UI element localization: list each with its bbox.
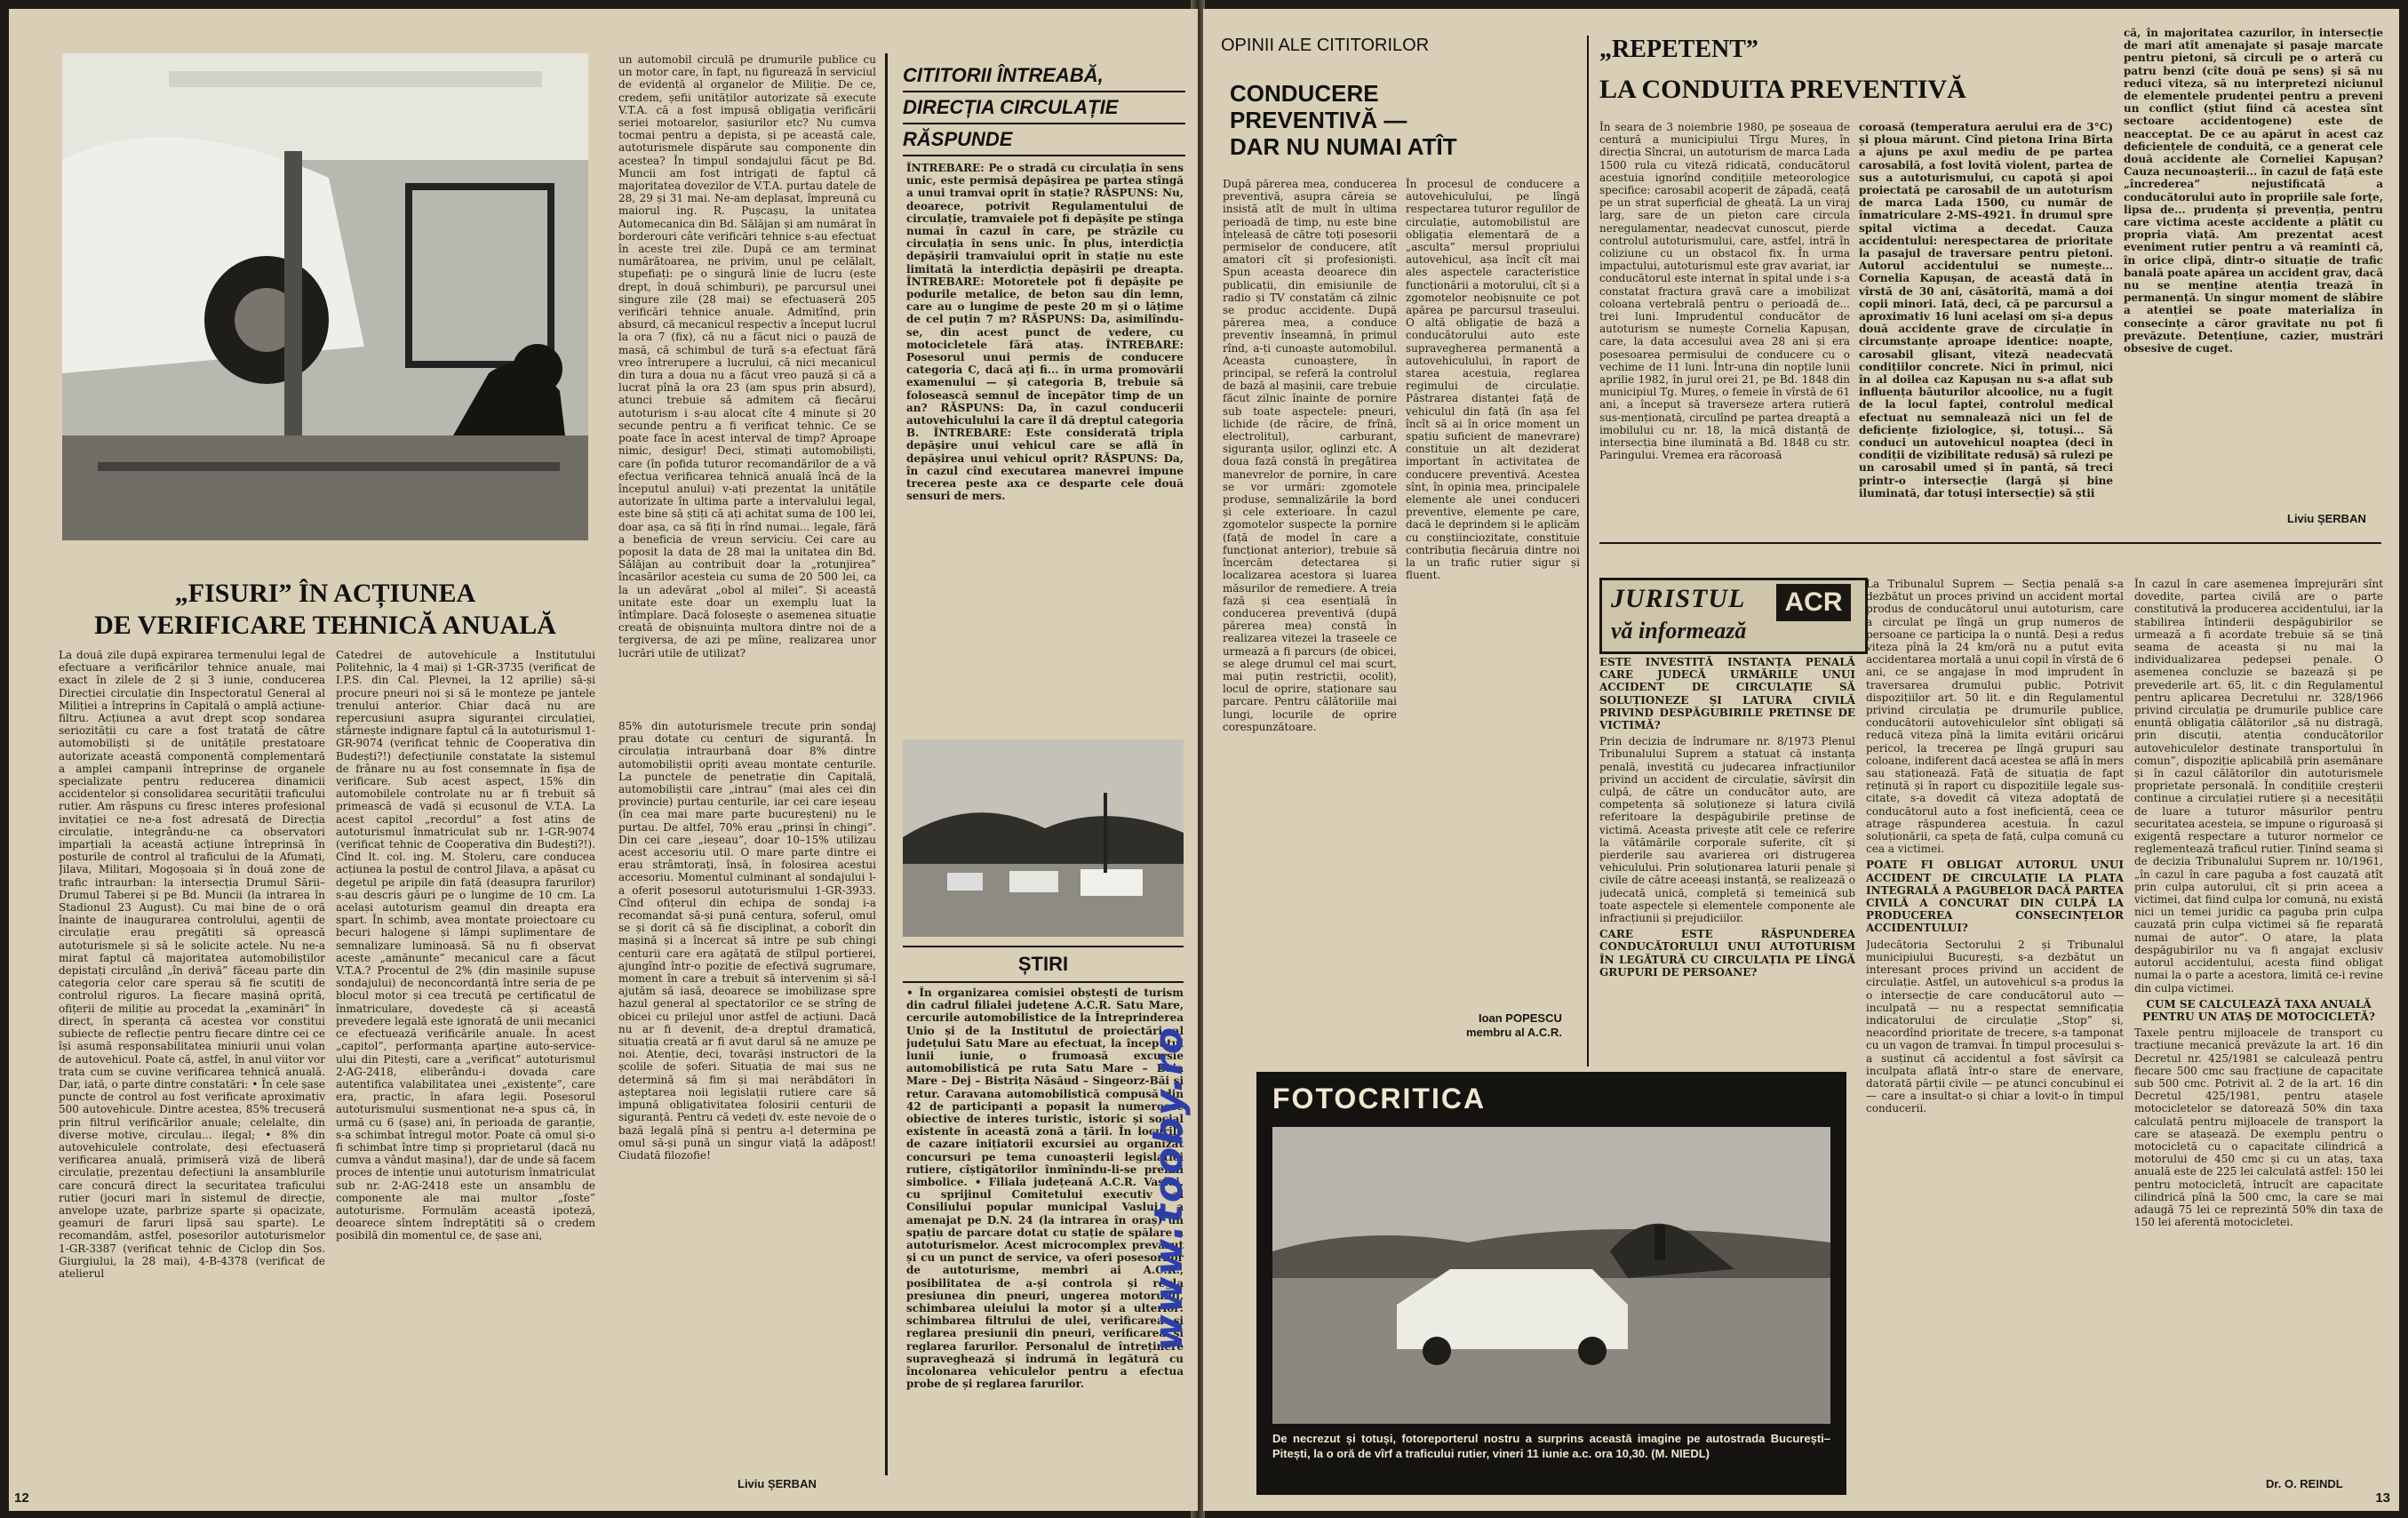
- cititorii-body: ÎNTREBARE: Pe o stradă cu circulația în sens unic, este permisă depășirea pe partea stîngă a unui tramvai oprit în stație? RĂSPUNS: Nu, deoarece, potrivit Regulamentului de circulație, tramvaiele pot fi depășite pe stînga numai în cazul în care, pe străzile cu circulația în sens unic. În plus, interdicția depășirii tramvaiului oprit în stație nu este limitată la interdicția depășirii pe dreapta. ÎNTREBARE: Motoretele pot fi depășite pe podurile metalice, de beton sau din lemn, care au o lungime de peste 20 m și o lățime de cel puțin 7 m? RĂSPUNS: Da, asimilîndu-se, din acest punct de vedere, cu motocicletele fără ataș. ÎNTREBARE: Posesorul unui permis de conducere categoria C, dacă ați fi... în urma promovării examenului — și categoria B, trebuie să folosească semnul de începător timp de un an? RĂSPUNS: Da, în cazul conducerii autovehiculului la care îl dă dreptul categoria B. ÎNTREBARE: Este considerată tripla depășire unui vehicul care se află în depășirea unui vehicul oprit? RĂSPUNS: Da, în cazul cînd executarea manevrei impune trecerea peste axa ce desparte cele două sensuri de mers.: [906, 162, 1184, 503]
- repetent-bottom-rule: [1599, 542, 2381, 544]
- fisuri-column-3: un automobil circulă pe drumurile publice cu un motor care, în fapt, nu figurează în serviciul de evidență al organelor de Miliție. De ce, credem, șefii unităților autorizate să execute V.T.A. că a fost impusă obligația verificării seriei motoarelor, șasiurilor etc? Nu cumva tocmai pentru a depista, și pe această cale, autoturismele dispărute sau componente din acestea? În timpul sondajului făcut pe Bd. Muncii am fost intrigați de faptul că majoritatea dovezilor de V.T.A. purtau datele de 28, 29 și 31 mai. Ne-am deplasat, împreună cu maiorul ing. R. Pușcașu, la unitatea Automecanica din Bd. Sălăjan și am numărat în borderouri câte verificări tehnice s-au efectuat în aceste trei zile. După ce am terminat numărătoarea, ne privim, unul pe celălalt, stupefiați: pe o singură linie de lucru (este drept, în două schimburi), pe parcursul unei singure zile (28 mai) se efectuaseră 205 verificări tehnice anuale. Admițînd, prin absurd, că mecanicul respectiv a început lucrul la ora 7 (fix), că nu a făcut nici o pauză de masă, că schimbul de tură s-a efectuat fără vreo întrerupere a lucrului, că nici mecanicul din tura a doua nu a făcut vreo pauză și că a lucrat pînă la ora 23 (am spus prin absurd), atunci trebuie să admitem că fiecărui autoturism i s-au alocat cîte 4 minute și 20 secunde pentru a fi verificat tehnic. Ce se poate face în acest interval de timp? Aproape nimic, desigur! Deci, stimați automobiliști, care (în pofida tuturor recomandărilor de a vă efectua verificarea tehnică anuală încă de la începutul anului) v-ați prezentat la unitățile autorizate în ultima parte a intervalului legal, este bine să știți că ați achitat suma de 100 lei, doar așa, ca să fiți în rînd numai... legale, fără a beneficia de vreun serviciu. Cei care au poposit la data de 28 mai la unitatea din Bd. Sălăjan au contribuit doar la „rotunjirea” încasărilor acesteia cu suma de 20 500 lei, ca la un adevărat „obol al milei”. Și această unitate este doar un exemplu luat la întîmplare. Dacă folosește o asemenea situație creată de obișnuința multora dintre noi de a tergiversa, de azi pe mîine, realizarea unor lucrări utile de utilizat?: [618, 53, 876, 659]
- street-photo-graphic: [903, 739, 1184, 937]
- opinii-title-line2: PREVENTIVĂ —: [1230, 107, 1407, 133]
- repetent-column-3: că, în majoritatea cazurilor, în intersecție de mari atît amenajate și pasaje marcate pentru pietoni, să circuli pe o arteră cu patru benzi (cîte două pe sens) și să nu reduci viteza, să nu interpretezi niciunul de elementele prudenței pentru a preveni un conflict (știut fiind că acestea sînt sectoare accidentogene) este de neacceptat. De ce au apărut în acest caz deficiențele de conduită, ce a generat cele două accidente ale Corneliei Kapușan? Cauza necunoașterii... în cazul de față este „încrederea” nejustificată a conducătorului auto în propriile sale forțe, lipsa de... prudența și prevenția, pentru care victima aceste accidente a plătit cu propria viață. Am prezentat acest eveniment rutier pentru a vă reaminti că, în orice clipă, dintr-o situație de trafic banală poate apărea un accident grav, dacă nu se menține atenția trează în permanență. Un singur moment de slăbire a atenției se poate materializa în consecințe a căror gravitate nu pot fi prevăzute. Detențiune, cazier, mustrări obsesive de cuget.: [2124, 27, 2383, 356]
- juristul-answer-2: La Tribunalul Suprem — Secția penală s-a dezbătut un proces privind un accident mortal produs de conducătorul unui autoturism, care a circulat pe lîngă un grup numeros de persoane ce participa la o nuntă. Deși a redus viteza pînă la 24 km/oră nu a putut evita accidentarea mortală a unui copil în vîrstă de 6 ani, ce se angajase în mod imprudent în traversarea drumului public. Potrivit dispozițiilor art. 50 lit. e din Regulamentul privind circulația pe drumurile publice, conducătorii autovehiculelor sînt obligați să reducă viteza pînă la limita evitării oricărui pericol, la trecerea pe lîngă grupuri sau coloane, indiferent dacă acestea se află în mers sau staționează. Față de situația de fapt reținută și în raport cu dispozițiile legale sus-citate, s-a dovedit că viteza adoptată de conducătorul auto a fost ineficientă, ceea ce atrage răspunderea acestuia. În cazul soluționării, ca speța de față, culpa comună cu cea a victimei.: [1866, 578, 2124, 856]
- juristul-column-1: [1599, 656, 1855, 1065]
- inspection-photo: [62, 53, 588, 540]
- fisuri-title-line2: DE VERIFICARE TEHNICĂ ANUALĂ: [94, 611, 556, 640]
- cititorii-header-line2: DIRECȚIA CIRCULAȚIE: [903, 92, 1185, 124]
- repetent-column-2: coroasă (temperatura aerului era de 3°C) și ploua mărunt. Cînd pietona Irina Bîrta a ajuns pe axul mediu de pe partea carosabilă, a fost lovită violent, partea de sus a autoturismului, cu capotă și apoi proiectată pe carosabil de un autoturism de marca Lada 1500, cu număr de înmatriculare 2-MS-4921. În drumul spre spital victima a decedat. Cauza accidentului: nerespectarea de prioritate la pasajul de traversare pentru pietoni. Autorul accidentului se numește... Cornelia Kapușan, de această dată în vîrstă de 30 ani, căsătorită, mamă a doi copii minori. Iată, deci, că pe parcursul a aproximativ 16 luni același om și-a depus două accidente grave de circulație în circumstanțe aproape identice: noapte, carosabil glisant, viteză neadecvată condițiilor concrete. Nici în primul, nici în al doilea caz Kapușan nu s-a aflat sub influența băuturilor alcoolice, nu a fugit de la locul faptei, controlul medical efectuat nu semnalează nici un fel de deficiențe fiziologice, și, totuși... Să conduci un autovehicul noaptea (deci în condiții de vizibilitate redusă) să rulezi pe un carosabil umed și în pantă, să treci printr-o intersecție (largă și bine iluminată, dar totuși intersecție) să știi: [1859, 121, 2113, 499]
- repetent-title: LA CONDUITA PREVENTIVĂ: [1599, 75, 1966, 104]
- juristul-header-line1: JURISTUL: [1611, 584, 1746, 613]
- opinii-signature-role: membru al A.C.R.: [1466, 1026, 1562, 1039]
- column-divider: [885, 53, 888, 1475]
- fotocritica-photo: [1272, 1127, 1830, 1424]
- fisuri-column-1: La două zile după expirarea termenului legal de efectuare a verificărilor tehnice anuale, mai exact în zilele de 2 și 3 iunie, conducerea Direcției circulație din Inspectoratul General al Miliției a întreprins în Capitală o amplă acțiune-filtru. Acțiunea a avut drept scop sondarea seriozității cu care a fost tratată de către automobiliști și de unitățile prestatoare autorizate această componentă complementară a amplei campanii întreprinse de organele specializate pentru reducerea dinamicii accidentelor și consolidarea securității traficului rutier. Am răspuns cu firesc interes profesional invitației ce ne-a fost adresată de Direcția circulație, integrându-ne ca observatori imparțiali la această acțiune întreprinsă în posturile de control al traficului de la Afumați, Jilava, Militari, Mogoșoaia și în două zone de trafic intraurban: la intersecția Drumul Sării–Drumul Taberei și pe Bd. Muncii (la intrarea în Stadionul 23 August). Cu mai bine de o oră înainte de inaugurarea controlului, agenții de circulație erau pregătiți să oprească autoturismele și să le solicite actele. Nu ne-a mirat faptul că majoritatea automobiliștilor depistați circulând „în derivă” făceau parte din categoria celor care sperau să fie scutiți de controlul riguros. La fiecare mașină oprită, ofițerii de miliție au procedat la „examinări” în direct, în speranța că acestea vor constitui subiecte de reflecție pentru fiecare dintre cei ce își asumă responsabilitatea miniurii unui volan de autovehicul. Poate că, astfel, în anul viitor vor trata cum se cuvine verificarea tehnică anuală. Dar, iată, o parte dintre constatări: • În cele șase puncte de control au fost verificate aproximativ 500 autovehicule. Dintre acestea, 85% trecuseră prin filtrul verificărilor anuale; celelalte, din diverse motive, circulau... ilegal; • 8% din autovehiculele controlate, deși efectuaseră verificarea anuală, primiseră viză de liberă circulație, prezentau defecțiuni la ansamblurile care concură direct la securitatea traficului rutier (jocuri mari în sistemul de direcție, anvelope uzate, parbrize sparte și opacizate, geamuri de faruri lipsă sau sparte). Le recomandăm, astfel, posesorilor autoturismelor 1-GR-3387 (verificat tehnic de Ciclop din Șos. Giurgiului, la 28 mai), 4-B-4378 (verificat de atelierul: [59, 649, 325, 1280]
- watermark: www.tooby.ro: [1146, 1025, 1192, 1351]
- fotocritica-caption: De necrezut și totuși, fotoreporterul nostru a surprins această imagine pe autostrada București–Pitești, la o oră de vîrf a traficului rutier, vineri 11 iunie a.c. ora 10,30. (M. NIEDL): [1272, 1432, 1830, 1460]
- juristul-answer-4: Taxele pentru mijloacele de transport cu tracțiune mecanică prevăzute la art. 16 din Decretul nr. 425/1981 se calculează pentru fiecare 500 cmc sau fracțiune de capacitate sub 500 cmc. Potrivit al. 2 de la art. 16 din Decretul 425/1981, pentru atașele motocicletelor se datorează 50% din taxa calculată pentru mijloacele de transport la care se atașează. De exemplu pentru o motocicletă cu o capacitate cilindrică a motorului de 450 cmc și cu un ataș, taxa anuală este de 225 lei calculată astfel: 150 lei pentru motocicletă, întrucît are capacitate cilindrică pînă la 500 cmc, la care se mai adaugă 75 lei ce reprezintă 50% din taxa de 150 lei aferentă motocicletei.: [2134, 1027, 2383, 1229]
- juristul-column-3: [2134, 578, 2383, 1466]
- juristul-signature: Dr. O. REINDL: [2266, 1477, 2343, 1490]
- stiri-title: ȘTIRI: [903, 946, 1184, 983]
- fisuri-column-2: Catedrei de autovehicule a Institutului Politehnic, la 4 mai) și 1-GR-3735 (verificat de I.P.S. din Cal. Plevnei, la 12 aprilie) să-și procure pneuri noi și să le monteze pe jantele trenului anterior. Chiar dacă nu are repercusiuni asupra siguranței circulației, stârnește indignare faptul că la autoturismul 1-GR-9074 (verificat tehnic de Cooperativa din Budești?!) defecțiunile constatate la sistemul de frânare nu au fost consemnate în fișa de verificare. Sub acest aspect, 15% din automobilele controlate nu ar fi trebuit să primească de vadă și ecusonul de V.T.A. La acest capitol „recordul” a fost atins de autoturismul înmatriculat sub nr. 1-GR-9074 (verificat tehnic de Cooperativa din Budești?!). Cînd lt. col. ing. M. Stoleru, care conducea acțiunea la postul de control Jilava, a apăsat cu degetul pe aripile din față (deasupra farurilor) s-au descris găuri pe o lungime de 10 cm. La același autoturism geamul din dreapta era spart. În schimb, avea montate proiectoare cu becuri halogene și lămpi suplimentare de semnalizare luminoasă. Să nu fi observat aceste „amănunte” mecanicul care a făcut V.T.A.? Procentul de 2% (din mașinile supuse sondajului) de neconcordanță între seria de pe blocul motor și cea trecută pe certificatul de înmatriculare, dovedește că și această prevedere legală este ignorată de unii mecanici ce efectuează verificările anuale. În acest „capitol”, performanța aparține auto-service-ului din Pitești, care a „verificat” autoturismul 2-AG-2418, eliberându-i dovada care autentifica valabilitatea unei „existențe”, care era, practic, în afara legii. Posesorul autoturismului susmenționat ne-a spus că, în urmă cu 6 (șase) ani, în perioada de garanție, s-a schimbat întregul motor. Poate că omul și-o fi schimbat între timp și proprietarul (dacă nu cumva a vândut mașina!), dar de unde să facem proces de intenție unui autoturism înmatriculat sub nr. 2-AG-2418 este un ansamblu de componente ale mai multor „foste” autoturisme. Formulăm această ipoteză, deoarece sîntem îndreptățiți să o credem posibilă din momentul ce, de șase ani,: [336, 649, 595, 1242]
- left-page-number: 12: [14, 1490, 29, 1506]
- juristul-question-1: ESTE INVESTITĂ INSTANȚA PENALĂ CARE JUDECĂ URMĂRILE UNUI ACCIDENT DE CIRCULAȚIE SĂ SOLUȚIONEZE ȘI LATURA CIVILĂ PRIVIND DESPĂGUBIRILE PRETINSE DE VICTIMĂ?: [1599, 656, 1855, 732]
- juristul-acr-badge: ACR: [1776, 584, 1851, 621]
- opinii-signature: [1466, 1011, 1562, 1040]
- left-page: [9, 9, 1200, 1511]
- repetent-signature: Liviu ȘERBAN: [2287, 512, 2366, 525]
- opinii-title-line1: CONDUCERE: [1230, 80, 1379, 107]
- cititorii-header-line1: CITITORII ÎNTREABĂ,: [903, 60, 1185, 92]
- right-page: [1203, 9, 2399, 1511]
- inspection-photo-graphic: [62, 53, 588, 540]
- juristul-header: [1599, 578, 1868, 654]
- fotocritica-panel: [1256, 1072, 1846, 1495]
- opinii-divider: [1587, 36, 1589, 1067]
- fotocritica-photo-graphic: [1272, 1127, 1830, 1424]
- juristul-header-line2: vă informează: [1611, 618, 1747, 643]
- opinii-column-2: În procesul de conducere a autovehiculului, pe lîngă respectarea tuturor regulilor de circulație, automobilistul are obligația elementară de a „asculta” mersul propriului autovehicul, așa încît cît mai ales aspectele caracteristice funcționării a motorului, cît și a zgomotelor neobișnuite ce pot apărea pe parcursul traseului. O altă obligație de bază a conducătorului auto este supravegherea permanentă a autovehiculului, în raport de starea acestuia, reglarea regimului de circulație. Păstrarea distanței față de vehiculul din față (în așa fel încît să ai în orice moment un spațiu suficient de manevrare) constituie un alt deziderat important în activitatea de conducere preventivă. Acestea sînt, în opinia mea, principalele elemente ale unei conduceri preventive, elemente pe care, dacă le deprindem și le aplicăm cu conștiinciozitate, constituie contribuția fiecăruia dintre noi la un trafic rutier sigur și fluent.: [1406, 178, 1580, 582]
- opinii-title-line3: DAR NU NUMAI ATÎT: [1230, 133, 1457, 160]
- juristul-question-2: CARE ESTE RĂSPUNDEREA CONDUCĂTORULUI UNUI AUTOTURISM ÎN LEGĂTURĂ CU CIRCULAȚIA PE LÎNGĂ GRUPURI DE PERSOANE?: [1599, 928, 1855, 979]
- repetent-kicker: „REPETENT”: [1599, 36, 1758, 63]
- fisuri-column-4: 85% din autoturismele trecute prin sondaj prau dotate cu centuri de siguranță. În circulația intraurbană doar 8% dintre automobiliștii opriți aveau montate centurile. La punctele de penetrație din Capitală, automobiliștii care „intrau” (mai ales cei din provincie) purtau centurile, iar cei care ieșeau (în cea mai mare parte bucureșteni) nu le purtau. De altfel, 70% erau „prinși în chingi”. Din cei care „ieșeau”, doar 10–15% utilizau acest accesoriu util. O mare parte dintre ei erau strâmtorați, însă, în folosirea acestui accesoriu. Momentul culminant al sondajului l-a oferit posesorul autoturismului 1-GR-3933. Cînd ofițerul din echipa de sondaj i-a recomandat să-și pună centura, soferul, omul se și dorit că să fie disciplinat, a coborît din mașină și a încercat să intre pe sub chingi centurii care era agățată de stîlpul portierei, ajungînd într-o poziție de efectivă sugrumare, moment în care a trebuit să intervenim și să-l ajutăm să iasă, deoarece se imobilizase spre hazul general al spectatorilor ce se strîng de obicei cu prilejul unor astfel de acțiuni. Dacă nu ar fi devenit, de-a dreptul dramatică, situația creată ar fi avut darul să ne amuze pe noi. Atenție, deci, tovarăși instructori de la școlile de șoferi. Situația de mai sus ne determină să fim și mai nerăbdători în așteptarea noii legislații rutiere care să impună obligativitatea folosirii centurii de siguranță. Pentru că vedeți dv. este nevoie de o bază legală pînă și pentru a-l determina pe omul să-și pună un singur viață la adăpost! Ciudată filozofie!: [618, 720, 876, 1162]
- fisuri-title: [62, 578, 588, 642]
- repetent-column-1: În seara de 3 noiembrie 1980, pe șoseaua de centură a municipiului Tîrgu Mureș, în direcția Sîncrai, un autoturism de marca Lada 1500 rula cu viteză ridicată, conducătorul acestuia ignorînd condițiile meteorologice specifice: carosabil acoperit de zăpadă, ceață pe un strat superficial de gheață. La un viraj larg, sare de un pieton care circula neregulamentar, neadecvat cunoscut, pierde controlul autoturismului, care, astfel, intră în coliziune cu un obstacol fix. În urma impactului, autoturismul este grav avariat, iar conducătorul este internat în spital unde i s-a constatat fractura gravă care a imobilizat coloana vertebrală pentru o perioadă de... trei luni. Imprudentul conducător de autoturism se numește Cornelia Kapușan, care, la data accesului avea 28 ani și era posesoarea permisului de conducere cu o vechime de 11 luni. Într-una din nopțile lunii aprilie 1982, în jurul orei 21, pe Bd. 1848 din municipiul Tg. Mureș, o femeie în vîrstă de 61 ani, a început să traverseze artera rutieră sus-menționată, circulînd pe partea dreaptă a imobilului cu nr. 18, la mică distanță de intersecția bine iluminată a Bd. 1848 cu str. Paringului. Vremea era răcoroasă: [1599, 121, 1850, 462]
- opinii-title: [1230, 80, 1514, 160]
- fisuri-title-line1: „FISURI” ÎN ACȚIUNEA: [174, 579, 476, 608]
- opinii-signature-name: Ioan POPESCU: [1478, 1011, 1562, 1025]
- stiri-body: • În organizarea comisiei obștești de turism din cadrul filialei județene A.C.R. Satu Mare, cercurile automobilistice de la Întreprinderea Unio și de la Institutul de proiectări al județului Satu Mare au efectuat, la începutul lunii iunie, o frumoasă excursie automobilistică pe ruta Satu Mare – Baia Mare – Dej – Bistrița Năsăud – Singeorz-Băi și retur. Caravana automobilistică compusă din 42 de participanți a popasit la numeroase obiective de interes turistic, istoric și social existente în această zonă a țării. În locurile de cazare inițiatorii excursiei au organizat concursuri pe tema cunoașterii legislației rutiere, cîștigătorilor înmînîndu-li-se premii simbolice. • Filiala județeană A.C.R. Vaslui, cu sprijinul Comitetului executiv al Consiliului popular municipal Vaslui, a amenajat pe D.N. 24 (la intrarea în oraș) un spațiu de parcare dotat cu stație de spălare a autoturismelor. Acest microcomplex prevăzut și cu un punct de service, va oferi posesorilor de autoturisme, membri ai A.C.R., posibilitatea de a-și controla și regla presiunea din pneuri, ungerea motorului, schimbarea uleiului la motor și a ulterior: schimbarea filtrului de ulei, verificarea și reglarea presiunii din pneuri, verificarea și reglarea farurilor. Personalul de întreținere supraveghează și îndrumă în legătură cu încolonarea vehiculelor pentru a efectua probe de și reglarea farurilor.: [906, 987, 1184, 1391]
- street-photo: [903, 739, 1184, 937]
- juristul-question-4: CUM SE CALCULEAZĂ TAXA ANUALĂ PENTRU UN ATAȘ DE MOTOCICLETĂ?: [2142, 997, 2375, 1023]
- opinii-column-1: După părerea mea, conducerea preventivă, asupra căreia se insistă atît de mult în ultima perioadă de timp, nu este bine înțeleasă de către toți posesorii permiselor de conducere, atît amatori cît și profesioniști. Spun aceasta deoarece din publicații, din emisiunile de radio și TV constatăm că zilnic se produc accidente. După părerea mea, a conduce preventiv înseamnă, în primul rînd, a-ți cunoaște automobilul. Aceasta cunoaștere, în principal, se referă la controlul de bază al mașinii, care trebuie făcut zilnic înainte de pornire sub toate aspectele: pneuri, lichide (de răcire, de frînă, electrolitul), carburant, siguranța ușilor, oglinzi etc. A doua fază constă în pregătirea manevrelor de pornire, în care se vor urmări: zgomotele produse, semnalizările la bord și cele exterioare. În cazul zgomotelor suspecte la pornire (față de model în care a funcționat anterior), trebuie să încercăm detectarea și localizarea acestora și luarea măsurilor de remediere. A treia fază și cea esențială în conducerea preventivă (după părerea mea) constă în realizarea vitezei la traseele ce urmează a fi parcurs (de obicei, se alege drumul cel mai scurt, mai puțin restricții, ocolit), locul de oprire, staționare sau parcare. Pentru călătoriile mai lungi, locurile de oprire corespunzătoare.: [1223, 178, 1397, 733]
- juristul-question-3: POATE FI OBLIGAT AUTORUL UNUI ACCIDENT DE CIRCULAȚIE LA PLATA INTEGRALĂ A PAGUBELOR DACĂ PARTEA CIVILĂ A CONCURAT DIN CULPĂ LA PRODUCEREA CONSECINȚELOR ACCIDENTULUI?: [1866, 859, 2124, 935]
- juristul-answer-3: Judecătoria Sectorului 2 și Tribunalul municipiului București, s-a dezbătut un interesant proces privind un accident de circulație. Astfel, un autovehicul s-a produs la o intersecție de care conducătorul auto — inculpată — nu a respectat semnificația indicatorului de circulație „Stop” și, neacordînd prioritate de trecere, s-a tamponat cu un vagon de tramvai. În timpul procesului s-a susținut că accidentul a fost săvîrșit ca inculpata aflată într-o stare de enervare, datorată părții civile — pe atunci concubinul ei — care a insultat-o și chiar a lovit-o în timpul conducerii.: [1866, 938, 2124, 1115]
- opinii-kicker: OPINII ALE CITITORILOR: [1221, 36, 1430, 55]
- juristul-answer-1: Prin decizia de îndrumare nr. 8/1973 Plenul Tribunalului Suprem a statuat că instanța penală, investită cu judecarea infracțiunilor privind un accident de circulație, săvîrșit din culpă, de către un conducător auto, are competența să soluționeze și latura civilă referitoare la despăgubirile pretinse de victimă. Aceasta privește atît cele ce referire la vătămările corporale suferite, cît și pierderile sau avarierea ori distrugerea vehiculului. Prin soluționarea laturii penale și civile de către aceeași instanță, se realizează o judecată unică, completă și temeinică sub toate aspectele și elementele componente ale infracțiunii și prejudiciilor.: [1599, 735, 1855, 925]
- fotocritica-title: FOTOCRITICA: [1272, 1083, 1487, 1115]
- cititorii-header-line3: RĂSPUNDE: [903, 124, 1185, 156]
- juristul-continuation: În cazul în care asemenea împrejurări sînt dovedite, partea civilă are o parte constitutivă la producerea accidentului, iar la stabilirea întinderii despăgubirilor se urmează a fi acordate trebuie să se țină seama de aceasta și nu mai la individualizarea pedepsei penale. O asemenea concluzie se bazează și pe prevederile art. 65, lit. c din Regulamentul pentru aplicarea Decretului nr. 328/1966 privind circulația pe drumurile publice care enunță obligația călătorilor „să nu distragă, prin discuții, atenția conducătorilor autovehiculelor destinate transportului în comun”, dispoziție aplicabilă prin asemănare și în cazul călătorilor din autoturismele proprietate personală. În condițiile creșterii continue a circulației rutiere și a necesității de luare a tuturor măsurilor pentru securitatea acesteia, se impune o riguroasă și exigentă respectare a tuturor normelor ce reglementează traficul rutier. Ținînd seama și de decizia Tribunalului Suprem nr. 10/1961, „în cazul în care paguba a fost cauzată atît prin culpa autorului, cît și prin aceea a victimei, dat fiind culpa lor comună, nu există nici un temei juridic ca paguba prin culpa cauzată prin culpa victimei să fie reparată numai de autor”. O atare, la plata despăgubirilor nu va fi angajat exclusiv autorul accidentului, acesta fiind obligat numai la o parte a acestora, limită ce-i revine din culpa victimei.: [2134, 578, 2383, 995]
- juristul-column-2: [1866, 578, 2124, 1493]
- right-page-number: 13: [2375, 1490, 2390, 1506]
- cititorii-header: [903, 60, 1185, 156]
- fisuri-signature: Liviu ȘERBAN: [738, 1477, 817, 1490]
